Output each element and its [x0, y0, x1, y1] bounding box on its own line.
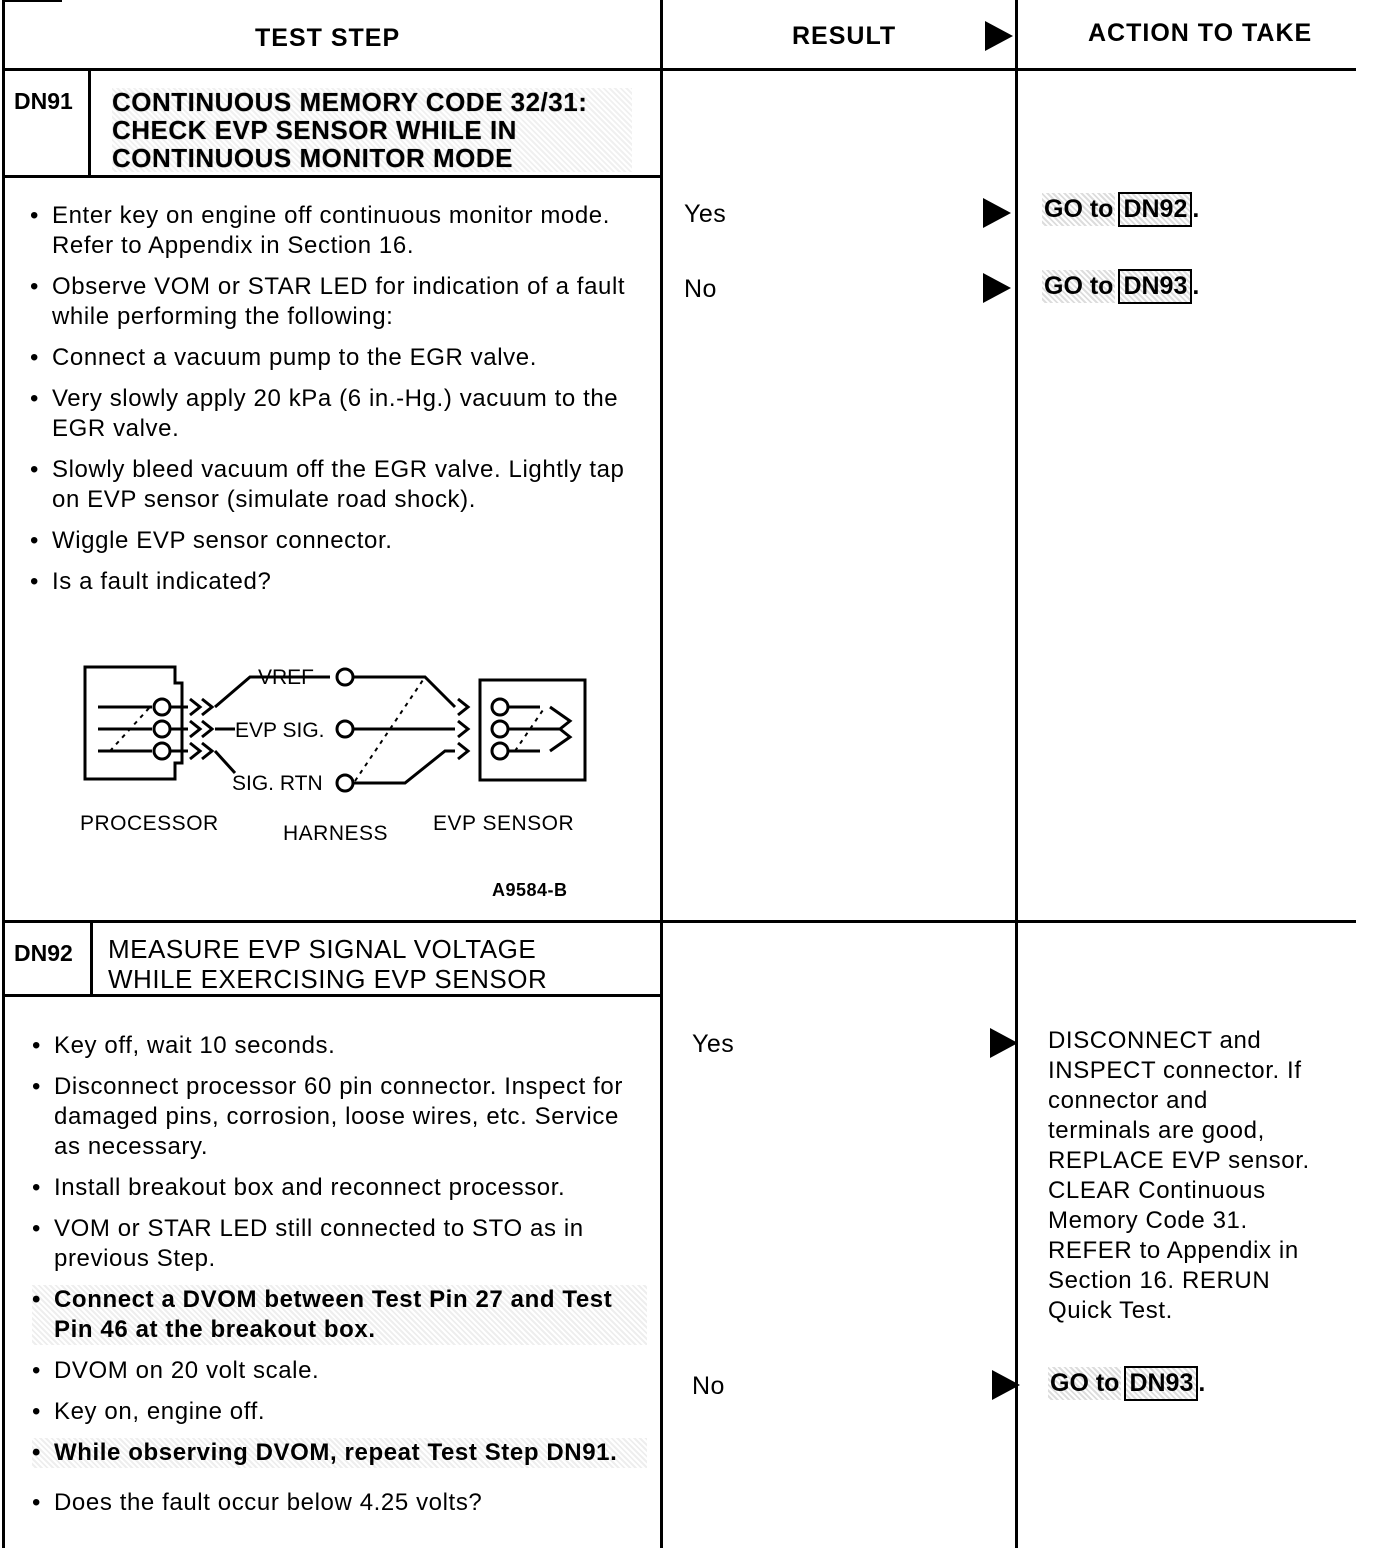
title-line: WHILE EXERCISING EVP SENSOR	[108, 964, 548, 994]
dn92-action-no: GO to DN93 .	[1048, 1366, 1205, 1401]
dn91-action-no: GO to DN93 .	[1042, 269, 1199, 304]
header-test-step: TEST STEP	[255, 24, 401, 52]
step-code-dn92: DN92	[14, 940, 73, 966]
list-item: • Observe VOM or STAR LED for indication of a fault while performing the following:	[30, 272, 640, 332]
figure-label-evp-sensor: EVP SENSOR	[433, 812, 575, 835]
dn92-result-yes: Yes	[692, 1030, 735, 1058]
go-to-text: GO to	[1048, 1367, 1121, 1400]
dn92-title-bottom	[2, 994, 662, 997]
action-line: terminals are good,	[1048, 1117, 1265, 1144]
header-arrow-icon	[985, 21, 1013, 51]
list-item: • VOM or STAR LED still connected to STO as in previous Step.	[32, 1214, 647, 1274]
action-line: REFER to Appendix in	[1048, 1237, 1299, 1264]
title-line: CONTINUOUS MEMORY CODE 32/31:	[112, 87, 588, 117]
go-to-text: GO to	[1042, 193, 1115, 226]
figure-label-processor: PROCESSOR	[80, 812, 219, 835]
dn91-title-bottom	[2, 175, 662, 178]
go-to-text: GO to	[1042, 270, 1115, 303]
header-result: RESULT	[792, 22, 897, 50]
list-item: • Very slowly apply 20 kPa (6 in.-Hg.) vacuum to the EGR valve.	[30, 384, 640, 444]
dn91-no-arrow-icon	[983, 273, 1011, 303]
dn92-action-yes	[1048, 1026, 1358, 1326]
list-item: • Is a fault indicated?	[30, 567, 640, 597]
column-divider-2	[1015, 0, 1018, 1548]
action-line: Memory Code 31.	[1048, 1207, 1248, 1234]
list-item: • Slowly bleed vacuum off the EGR valve. Lightly tap on EVP sensor (simulate road shock).	[30, 455, 640, 515]
title-line: CHECK EVP SENSOR WHILE IN	[112, 115, 517, 145]
list-item: • Key off, wait 10 seconds.	[32, 1031, 647, 1061]
row-divider	[2, 920, 1356, 923]
dn91-action-yes: GO to DN92 .	[1042, 192, 1199, 227]
evp-wiring-diagram	[70, 655, 610, 795]
list-item: • Wiggle EVP sensor connector.	[30, 526, 640, 556]
action-line: REPLACE EVP sensor.	[1048, 1147, 1310, 1174]
dn91-instructions	[30, 201, 640, 608]
table-left-border	[2, 0, 5, 1548]
action-line: CLEAR Continuous	[1048, 1177, 1266, 1204]
list-item: • Connect a vacuum pump to the EGR valve.	[30, 343, 640, 373]
list-item: • DVOM on 20 volt scale.	[32, 1356, 647, 1386]
dn92-no-arrow-icon	[992, 1370, 1020, 1400]
list-item: • While observing DVOM, repeat Test Step DN91.	[32, 1438, 647, 1468]
list-item: • Does the fault occur below 4.25 volts?	[32, 1488, 647, 1518]
action-line: DISCONNECT and	[1048, 1027, 1262, 1054]
dn92-code-divider	[90, 922, 93, 996]
dn91-code-divider	[88, 70, 91, 177]
step-code-dn91: DN91	[14, 88, 73, 114]
wire-label-sig-rtn: SIG. RTN	[232, 772, 323, 795]
step-title-dn91	[112, 88, 632, 172]
wire-label-evp-sig: EVP SIG.	[235, 719, 325, 742]
header-bottom-border	[2, 68, 1356, 71]
dn91-result-no: No	[684, 275, 717, 303]
list-item: • Key on, engine off.	[32, 1397, 647, 1427]
action-line: Section 16. RERUN	[1048, 1267, 1271, 1294]
dn92-result-no: No	[692, 1372, 725, 1400]
figure-label-harness: HARNESS	[283, 822, 389, 845]
dn91-result-yes: Yes	[684, 200, 727, 228]
column-divider-1	[660, 0, 663, 1548]
step-link-dn92[interactable]: DN92	[1118, 192, 1192, 227]
wire-label-vref: VREF	[258, 666, 315, 689]
step-title-dn92	[108, 934, 648, 994]
dn92-instructions	[32, 1031, 647, 1529]
action-line: Quick Test.	[1048, 1297, 1173, 1324]
step-link-dn93[interactable]: DN93	[1124, 1366, 1198, 1401]
list-item: • Connect a DVOM between Test Pin 27 and Test Pin 46 at the breakout box.	[32, 1285, 647, 1345]
dn92-yes-arrow-icon	[990, 1028, 1018, 1058]
header-top-border	[2, 0, 62, 2]
action-line: INSPECT connector. If	[1048, 1057, 1302, 1084]
title-line: MEASURE EVP SIGNAL VOLTAGE	[108, 934, 537, 964]
step-link-dn93[interactable]: DN93	[1118, 269, 1192, 304]
list-item: • Disconnect processor 60 pin connector. Inspect for damaged pins, corrosion, loose wires, etc. Service as necessary.	[32, 1072, 647, 1162]
list-item: • Enter key on engine off continuous monitor mode. Refer to Appendix in Section 16.	[30, 201, 640, 261]
action-line: connector and	[1048, 1087, 1208, 1114]
header-action: ACTION TO TAKE	[1088, 19, 1313, 47]
figure-id: A9584-B	[492, 880, 568, 900]
dn91-yes-arrow-icon	[983, 198, 1011, 228]
title-line: CONTINUOUS MONITOR MODE	[112, 143, 514, 173]
list-item: • Install breakout box and reconnect processor.	[32, 1173, 647, 1203]
